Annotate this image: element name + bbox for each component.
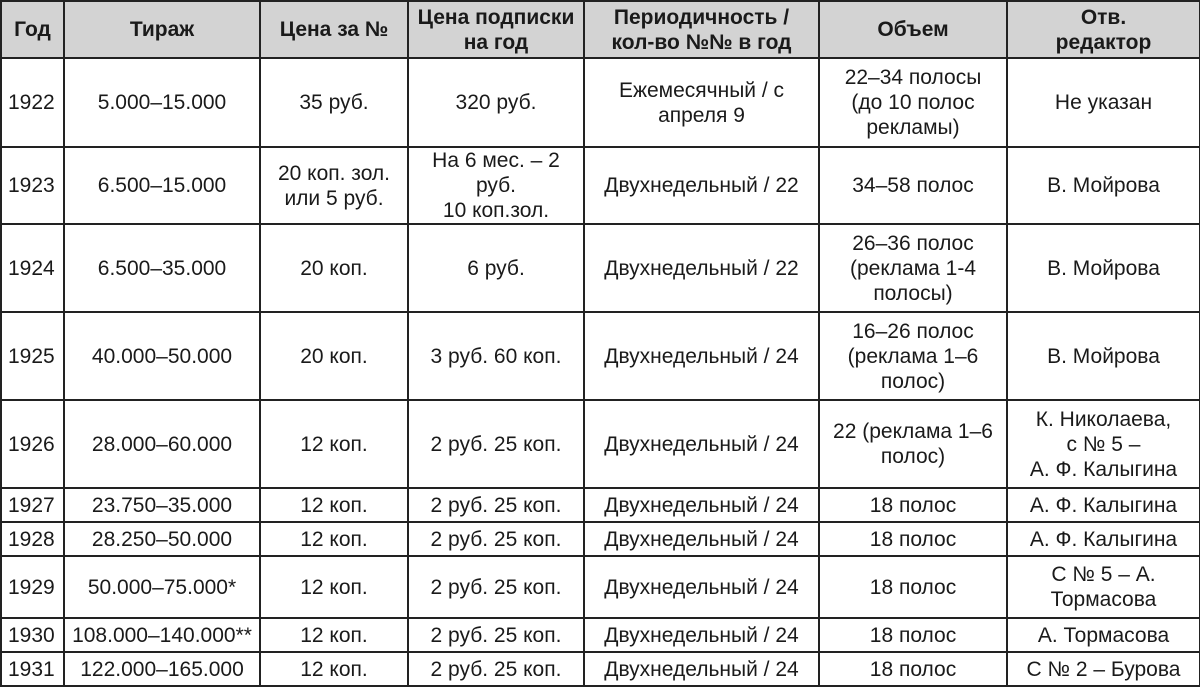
cell-volume: 18 полос (819, 618, 1007, 652)
cell-circulation: 6.500–35.000 (64, 224, 260, 312)
cell-volume: 22–34 полосы (до 10 полос рекламы) (819, 58, 1007, 147)
cell-editor: В. Мойрова (1007, 224, 1200, 312)
header-editor: Отв. редактор (1007, 1, 1200, 58)
cell-price-per-issue: 12 коп. (260, 618, 408, 652)
cell-circulation: 23.750–35.000 (64, 488, 260, 522)
cell-subscription-price: 2 руб. 25 коп. (408, 400, 584, 488)
cell-subscription-price: 2 руб. 25 коп. (408, 522, 584, 556)
table-header (1, 1, 1200, 58)
cell-volume: 22 (реклама 1–6 полос) (819, 400, 1007, 488)
cell-subscription-price: 3 руб. 60 коп. (408, 312, 584, 400)
table-row (1, 618, 1200, 652)
cell-year: 1922 (1, 58, 64, 147)
cell-year: 1923 (1, 147, 64, 224)
cell-periodicity: Двухнедельный / 24 (584, 618, 819, 652)
cell-price-per-issue: 20 коп. зол. или 5 руб. (260, 147, 408, 224)
cell-circulation: 122.000–165.000 (64, 652, 260, 686)
cell-volume: 34–58 полос (819, 147, 1007, 224)
cell-year: 1929 (1, 556, 64, 618)
cell-price-per-issue: 12 коп. (260, 652, 408, 686)
cell-editor: С № 5 – А. Тормасова (1007, 556, 1200, 618)
cell-periodicity: Двухнедельный / 24 (584, 522, 819, 556)
cell-year: 1926 (1, 400, 64, 488)
cell-editor: В. Мойрова (1007, 147, 1200, 224)
cell-editor: С № 2 – Бурова (1007, 652, 1200, 686)
cell-price-per-issue: 12 коп. (260, 400, 408, 488)
cell-price-per-issue: 12 коп. (260, 556, 408, 618)
cell-year: 1924 (1, 224, 64, 312)
cell-volume: 18 полос (819, 522, 1007, 556)
cell-subscription-price: 2 руб. 25 коп. (408, 618, 584, 652)
cell-volume: 18 полос (819, 652, 1007, 686)
table-row (1, 400, 1200, 488)
cell-editor: В. Мойрова (1007, 312, 1200, 400)
cell-price-per-issue: 12 коп. (260, 488, 408, 522)
cell-editor: А. Тормасова (1007, 618, 1200, 652)
header-year: Год (1, 1, 64, 58)
cell-price-per-issue: 20 коп. (260, 224, 408, 312)
cell-circulation: 40.000–50.000 (64, 312, 260, 400)
cell-editor: К. Николаева, с № 5 – А. Ф. Калыгина (1007, 400, 1200, 488)
cell-circulation: 5.000–15.000 (64, 58, 260, 147)
cell-subscription-price: 320 руб. (408, 58, 584, 147)
cell-circulation: 28.000–60.000 (64, 400, 260, 488)
cell-circulation: 6.500–15.000 (64, 147, 260, 224)
cell-price-per-issue: 20 коп. (260, 312, 408, 400)
header-periodicity: Периодичность / кол-во №№ в год (584, 1, 819, 58)
cell-year: 1925 (1, 312, 64, 400)
cell-periodicity: Двухнедельный / 24 (584, 400, 819, 488)
cell-subscription-price: 2 руб. 25 коп. (408, 556, 584, 618)
cell-volume: 18 полос (819, 556, 1007, 618)
cell-subscription-price: На 6 мес. – 2 руб. 10 коп.зол. (408, 147, 584, 224)
cell-subscription-price: 6 руб. (408, 224, 584, 312)
cell-periodicity: Двухнедельный / 24 (584, 652, 819, 686)
cell-year: 1927 (1, 488, 64, 522)
cell-periodicity: Двухнедельный / 24 (584, 556, 819, 618)
cell-periodicity: Двухнедельный / 24 (584, 312, 819, 400)
table-row (1, 556, 1200, 618)
table-row (1, 652, 1200, 686)
header-circulation: Тираж (64, 1, 260, 58)
cell-periodicity: Двухнедельный / 22 (584, 147, 819, 224)
cell-editor: А. Ф. Калыгина (1007, 522, 1200, 556)
cell-periodicity: Двухнедельный / 24 (584, 488, 819, 522)
cell-subscription-price: 2 руб. 25 коп. (408, 652, 584, 686)
cell-volume: 26–36 полос (реклама 1-4 полосы) (819, 224, 1007, 312)
cell-year: 1931 (1, 652, 64, 686)
cell-editor: Не указан (1007, 58, 1200, 147)
cell-year: 1928 (1, 522, 64, 556)
table-row (1, 488, 1200, 522)
header-row (1, 1, 1200, 58)
header-subscription-price: Цена подписки на год (408, 1, 584, 58)
cell-periodicity: Двухнедельный / 22 (584, 224, 819, 312)
cell-year: 1930 (1, 618, 64, 652)
table-body (1, 58, 1200, 686)
table-row (1, 147, 1200, 224)
cell-volume: 18 полос (819, 488, 1007, 522)
cell-price-per-issue: 35 руб. (260, 58, 408, 147)
cell-volume: 16–26 полос (реклама 1–6 полос) (819, 312, 1007, 400)
cell-circulation: 28.250–50.000 (64, 522, 260, 556)
table-row (1, 58, 1200, 147)
cell-circulation: 50.000–75.000* (64, 556, 260, 618)
header-price-per-issue: Цена за № (260, 1, 408, 58)
table-row (1, 522, 1200, 556)
cell-editor: А. Ф. Калыгина (1007, 488, 1200, 522)
cell-price-per-issue: 12 коп. (260, 522, 408, 556)
cell-subscription-price: 2 руб. 25 коп. (408, 488, 584, 522)
header-volume: Объем (819, 1, 1007, 58)
cell-periodicity: Ежемесячный / с апреля 9 (584, 58, 819, 147)
cell-circulation: 108.000–140.000** (64, 618, 260, 652)
table-row (1, 312, 1200, 400)
table-row (1, 224, 1200, 312)
